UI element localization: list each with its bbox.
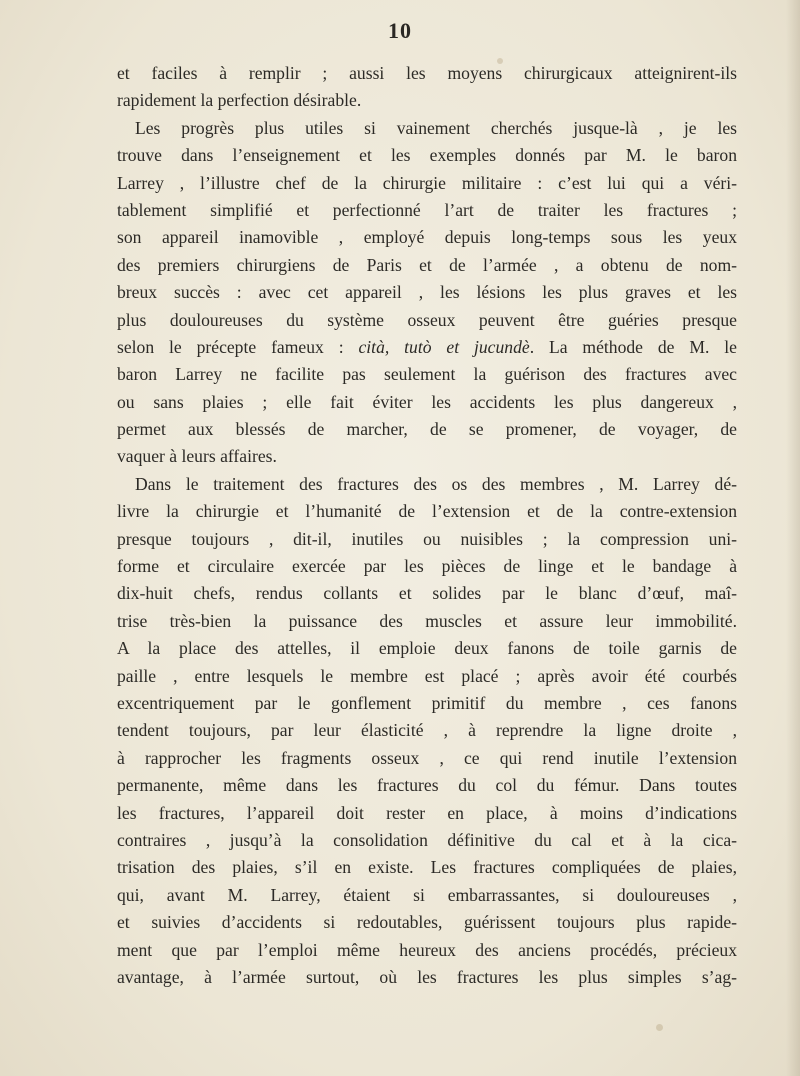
text-line: à rapprocher les fragments osseux , ce qui rend inutile l’extension bbox=[117, 747, 737, 768]
text-line: breux succès : avec cet appareil , les lésions les plus graves et les bbox=[117, 282, 737, 303]
text-line: livre la chirurgie et l’humanité de l’extension et de la contre-extension bbox=[117, 501, 737, 522]
text-line: trise très-bien la puissance des muscles et assure leur immobilité. bbox=[117, 610, 737, 631]
text-line: permanente, même dans les fractures du col du fémur. Dans toutes bbox=[117, 775, 737, 796]
text-line: tendent toujours, par leur élasticité , à reprendre la ligne droite , bbox=[117, 720, 737, 741]
text-line: qui, avant M. Larrey, étaient si embarrassantes, si douloureuses , bbox=[117, 884, 737, 905]
text-line: et faciles à remplir ; aussi les moyens chirurgicaux atteignirent-ils bbox=[117, 63, 737, 83]
text-line: contraires , jusqu’à la consolidation définitive du cal et à la cica- bbox=[117, 829, 737, 850]
text-line: forme et circulaire exercée par les pièces de linge et le bandage à bbox=[117, 556, 737, 577]
text-line: vaquer à leurs affaires. bbox=[117, 446, 277, 467]
text-line: A la place des attelles, il emploie deux fanons de toile garnis de bbox=[117, 638, 737, 659]
text-line: permet aux blessés de marcher, de se promener, de voyager, de bbox=[117, 419, 737, 440]
text-line: baron Larrey ne facilite pas seulement la guérison des fractures avec bbox=[117, 364, 737, 385]
text-line: Les progrès plus utiles si vainement cherchés jusque-là , je les bbox=[135, 117, 737, 138]
latin-phrase: cità, tutò et jucundè bbox=[358, 336, 530, 357]
text-line: tablement simplifié et perfectionné l’art de traiter les fractures ; bbox=[117, 199, 737, 220]
text-line: Larrey , l’illustre chef de la chirurgie militaire : c’est lui qui a véri- bbox=[117, 172, 737, 193]
text-line: son appareil inamovible , employé depuis long-temps sous les yeux bbox=[117, 227, 737, 248]
text-line: rapidement la perfection désirable. bbox=[117, 90, 362, 111]
text-line: excentriquement par le gonflement primitif du membre , ces fanons bbox=[117, 692, 737, 713]
text-line: paille , entre lesquels le membre est placé ; après avoir été courbés bbox=[117, 665, 737, 686]
page-edge-shadow bbox=[786, 0, 800, 1076]
text-line: et suivies d’accidents si redoutables, guérissent toujours plus rapide- bbox=[117, 912, 737, 933]
paper-stain bbox=[656, 1024, 663, 1031]
page-number: 10 bbox=[388, 18, 412, 43]
text-line: selon le précepte fameux : cità, tutò et jucundè. La méthode de M. le bbox=[117, 336, 737, 357]
text-line: Dans le traitement des fractures des os des membres , M. Larrey dé- bbox=[135, 473, 737, 494]
text-line: dix-huit chefs, rendus collants et solides par le blanc d’œuf, maî- bbox=[117, 583, 737, 604]
text-line: presque toujours , dit-il, inutiles ou nuisibles ; la compression uni- bbox=[117, 528, 737, 549]
text-line: ou sans plaies ; elle fait éviter les accidents les plus dangereux , bbox=[117, 391, 737, 412]
body-text bbox=[117, 60, 737, 991]
text-line: plus douloureuses du système osseux peuvent être guéries presque bbox=[117, 309, 737, 330]
text-line: trouve dans l’enseignement et les exemples donnés par M. le baron bbox=[117, 145, 737, 166]
text-line: des premiers chirurgiens de Paris et de l’armée , a obtenu de nom- bbox=[117, 254, 737, 275]
text-line: les fractures, l’appareil doit rester en place, à moins d’indications bbox=[117, 802, 737, 823]
text-line: avantage, à l’armée surtout, où les fractures les plus simples s’ag- bbox=[117, 966, 737, 987]
text-line: trisation des plaies, s’il en existe. Les fractures compliquées de plaies, bbox=[117, 857, 737, 878]
text-line: ment que par l’emploi même heureux des anciens procédés, précieux bbox=[117, 939, 737, 960]
